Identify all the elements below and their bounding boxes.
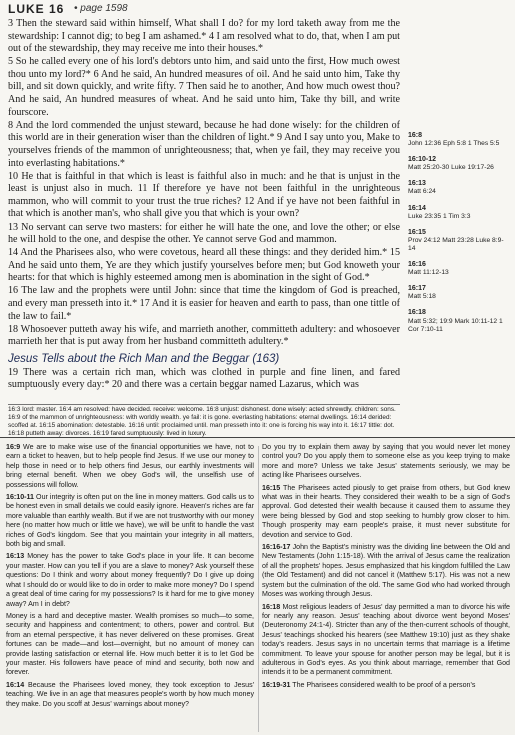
study-notes-panel [0,437,515,735]
verse-paragraph: 16 The law and the prophets were until John: since that time the kingdom of God is preached, and every man presseth into it.* 17 And it is easier for heaven and earth to pass, than one tittle of the law to fail.* [8,285,400,322]
cross-reference: 16:16 Matt 11:12-13 [408,261,449,277]
column-divider [258,446,259,732]
cross-reference: 16:10-12 Matt 25:20-30 Luke 19:17-26 [408,156,494,172]
study-note: 16:14 Because the Pharisees loved money, they took exception to Jesus' teaching. We live in an age that measures people's worth by how much money they make. Do you scoff at Jesus' warnings about money? [6,680,254,708]
cross-references [408,132,506,342]
scripture-text [8,18,400,392]
study-note: 16:13 Money has the power to take God's place in your life. It can become your master. How can you tell if you are a slave to money? Ask yourself these questions: Do I think and worry about money frequently? Do I give up doing what I should do or would like to do in order to make more money? Do I spend a great deal of time caring for my possessions? Is it hard for me to give money away? Am I in debt? [6,552,254,608]
cross-reference: 16:14 Luke 23:35 1 Tim 3:3 [408,204,471,220]
cross-reference: 16:18 Matt 5:32; 19:9 Mark 10:11-12 1 Cor 7:10-11 [408,309,503,333]
verse-paragraph: 5 So he called every one of his lord's debtors unto him, and said unto the first, How much owest thou unto my lord?* 6 And he said, An hundred measures of oil. And he said unto him, Take thy bill, and sit down quickly, and write fifty. 7 Then said he to another, And how much owest thou? And he said, An hundred measures of wheat. And he said unto him, Take thy bill, and write fourscore. [8,56,400,118]
page-reference: • page 1598 [74,3,128,14]
verse-paragraph: 3 Then the steward said within himself, What shall I do? for my lord taketh away from me the stewardship: I cannot dig; to beg I am ashamed.* 4 I am resolved what to do, that, when I am put out of the stewardship, they may receive me into their houses.* [8,18,400,55]
cross-reference: 16:13 Matt 6:24 [408,180,436,196]
study-note: 16:19-31 The Pharisees considered wealth to be proof of a person's [262,680,476,689]
verse-paragraph: 10 He that is faithful in that which is least is faithful also in much: and he that is unjust in the least is unjust also in much. 11 If therefore ye have not been faithful in the unrighteous mammon, who will commit to your trust the true riches? 12 And if ye have not been faithful in that which is another man's, who shall give you that which is your own? [8,170,400,220]
cross-reference: 16:15 Prov 24:12 Matt 23:28 Luke 8:9-14 [408,228,504,252]
study-note: 16:10-11 Our integrity is often put on the line in money matters. God calls us to be honest even in small details we could easily ignore. Heaven's riches are far more valuable than earthly wealth. But if we are not trustworthy with our money here (no matter how much or little we have), we will be unfit to handle the vast riches of God's kingdom. See that you maintain your integrity in all matters, both big and small. [6,493,255,549]
verse-paragraph: 18 Whosoever putteth away his wife, and marrieth another, committeth adultery: and whosoever marrieth her that is put away from her husband committeth adultery.* [8,323,400,348]
study-note: 16:18 Most religious leaders of Jesus' day permitted a man to divorce his wife for nearly any reason. Jesus' teaching about divorce went beyond Moses' (Deuteronomy 24:1-4). Stricter than any of the then-current schools of thought, Jesus' teachings shocked his hearers (see Matthew 19:10) just as they shake today's readers. Jesus says in no uncertain terms that marriage is a lifetime commitment. To leave your spouse for another person may be legal, but it is adulterous in God's eyes. As you think about marriage, remember that God intends it to be a permanent commitment. [262,602,510,677]
footnote-divider [8,404,400,405]
study-notes-left-column [6,443,254,712]
section-heading: Jesus Tells about the Rich Man and the Beggar (163) [8,352,280,365]
footnotes: 16:3 lord: master. 16:4 am resolved: have decided. receive: welcome. 16:8 unjust: dishonest. done wisely: acted shrewdly. children: sons. 16:9 of the mammon of unrighteousness: with worldly wealth. ye fail: it is gone. everlasting habitations: eternal dwellings. 16:14 derided: scoffed at. 16:15 abomination: detestable. 16:16 until: proclaimed until. man presseth into it: one is forcing his way into it. 16:17 tittle: dot. 16:18 putteth away: divorces. 16:19 fared sumptuously: lived in luxury. [8,406,396,437]
study-notes-right-column [262,443,510,693]
verse-paragraph: 13 No servant can serve two masters: for either he will hate the one, and love the other; or else he will hold to the one, and despise the other. Ye cannot serve God and mammon. [8,221,400,246]
book-chapter-title: LUKE 16 [8,2,65,16]
study-note: Money is a hard and deceptive master. Wealth promises so much—to some, security and happiness and contentment; to others, power and control. But from an eternal perspective, it has never delivered on these promises. Great fortunes can be made—and lost—overnight, but no amount of money can provide lasting satisfaction or eternal life. How much better it is to let God be your master. His followers have peace of mind and security, both now and forever. [6,611,254,677]
verse-paragraph: 19 There was a certain rich man, which was clothed in purple and fine linen, and fared sumptuously every day:* 20 and there was a certain beggar named Lazarus, which was [8,366,400,391]
study-note: Do you try to explain them away by saying that you would never let money control you? Do you apply them to someone else as you keep trying to make more and more? Unless we take Jesus' statements seriously, we may be acting like Pharisees ourselves. [262,443,510,480]
study-note: 16:15 The Pharisees acted piously to get praise from others, but God knew what was in their hearts. They considered their wealth to be a sign of God's approval. God detested their wealth because it caused them to assume they were being blessed by God and stop seeking to humbly grow closer to him. Though prosperity may earn people's praise, it must never substitute for devotion and service to God. [262,483,511,539]
verse-paragraph: 14 And the Pharisees also, who were covetous, heard all these things: and they derided him.* 15 And he said unto them, Ye are they which justify yourselves before men; but God knoweth your hearts: for that which is highly esteemed among men is abomination in the sight of God.* [8,247,400,284]
verse-paragraph: 8 And the lord commended the unjust steward, because he had done wisely: for the children of this world are in their generation wiser than the children of light.* 9 And I say unto you, Make to yourselves friends of the mammon of unrighteousness; that, when ye fail, they may receive you into everlasting habitations.* [8,119,400,169]
cross-reference: 16:8 John 12:36 Eph 5:8 1 Thes 5:5 [408,132,500,148]
study-note: 16:9 We are to make wise use of the financial opportunities we have, not to earn a ticket to heaven, but to help people find Jesus. If we use our money to help those in need or to help others find Jesus, our earthly investments will bring eternal benefit. When we obey God's will, the unselfish use of possessions will follow. [6,443,254,489]
cross-reference: 16:17 Matt 5:18 [408,285,436,301]
study-note: 16:16-17 John the Baptist's ministry was the dividing line between the Old and New Testaments (John 1:15-18). With the arrival of Jesus came the realization of all the prophets' hopes. Jesus emphasized that his kingdom fulfilled the Law (the Old Testament) and did not cancel it (Matthew 5:17). His was not a new system but the culmination of the old. The same God who had worked through Moses was working through Jesus. [262,543,510,599]
